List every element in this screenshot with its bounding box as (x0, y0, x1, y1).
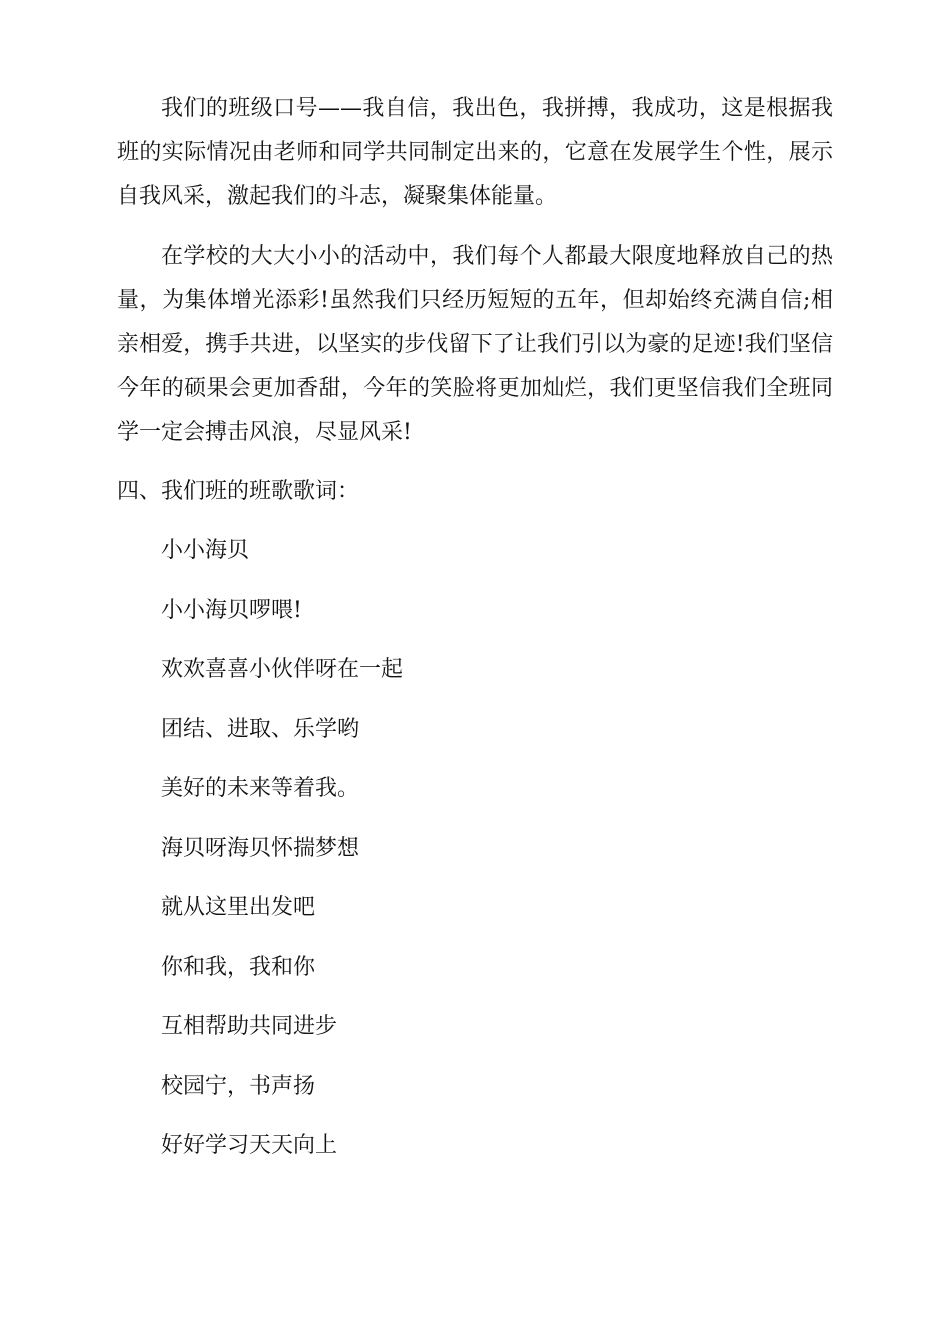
lyric-line: 团结、进取、乐学哟 (161, 716, 360, 742)
lyric-line: 你和我，我和你 (161, 954, 316, 980)
lyric-line: 美好的未来等着我。 (161, 776, 360, 801)
lyric-line: 小小海贝 (161, 538, 250, 563)
section-heading: 四、我们班的班歌歌词： (117, 479, 360, 504)
activities-paragraph: 在学校的大大小小的活动中，我们每个人都最大限度地释放自己的热量，为集体增光添彩!虽然我们只经历短短的五年，但却始终充满自信;相亲相爱，携手共进，以坚实的步伐留下了让我们引以为豪的足迹!我们坚信今年的硕果会更加香甜，今年的笑脸将更加灿烂，我们更坚信我们全班同学一定会搏击风浪，尽显风采! (117, 244, 833, 445)
lyrics-list (161, 529, 403, 1184)
slogan-paragraph: 我们的班级口号——我自信，我出色，我拼搏，我成功，这是根据我班的实际情况由老师和同学共同制定出来的，它意在发展学生个性，展示自我风采，激起我们的斗志，凝聚集体能量。 (117, 96, 833, 209)
lyric-line: 小小海贝啰喂! (161, 597, 302, 623)
lyric-line: 海贝呀海贝怀揣梦想 (161, 835, 360, 861)
lyric-line: 欢欢喜喜小伙伴呀在一起 (161, 657, 404, 682)
lyric-line: 好好学习天天向上 (161, 1133, 338, 1158)
lyric-line: 就从这里出发吧 (161, 895, 316, 920)
lyric-line: 互相帮助共同进步 (161, 1014, 338, 1039)
lyric-line: 校园宁，书声扬 (161, 1073, 316, 1099)
